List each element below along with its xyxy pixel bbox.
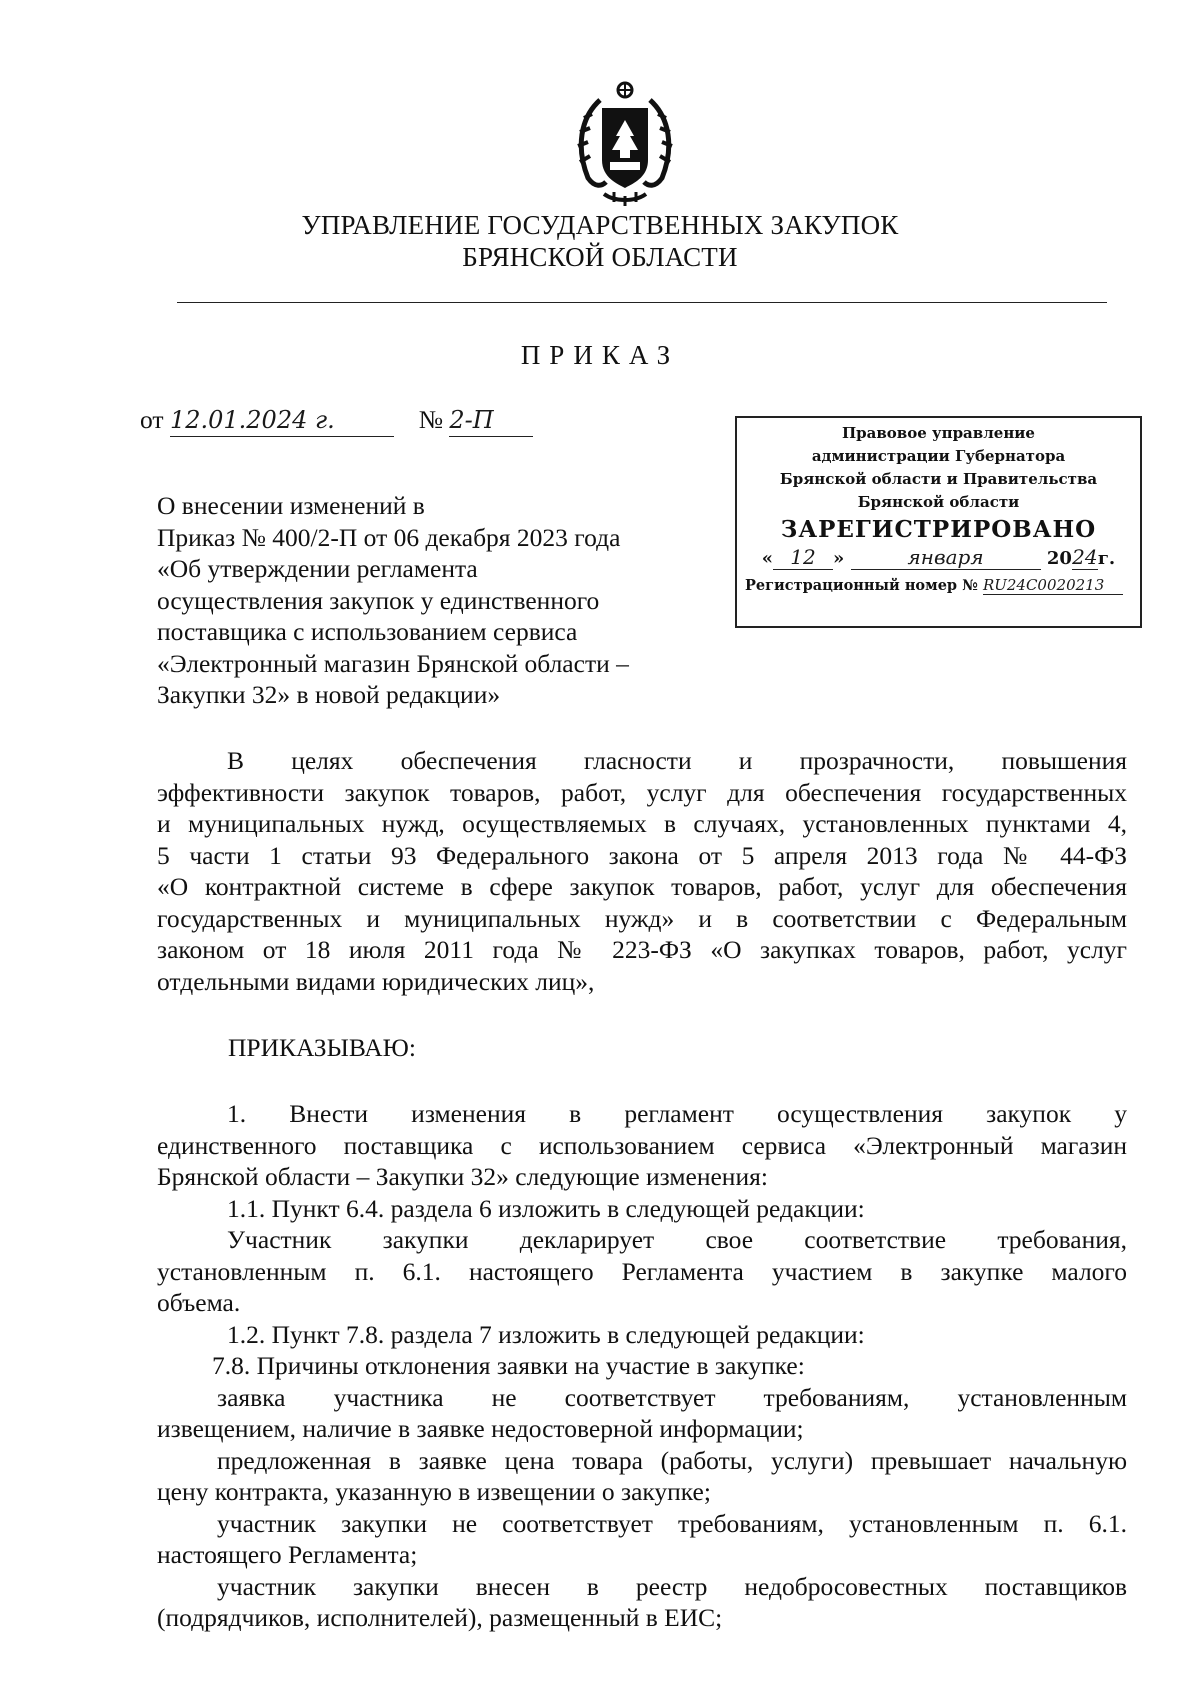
registration-stamp: [735, 416, 1142, 628]
subject-line: «Об утверждении регламента: [157, 554, 478, 583]
preamble-line: «О контрактной системе в сфере закупок товаров, работ, услуг для обеспечения: [157, 872, 1127, 901]
preamble-line: законом от 18 июля 2011 года № 223-ФЗ «О закупках товаров, работ, услуг: [157, 935, 1127, 964]
subject-line: «Электронный магазин Брянской области –: [157, 648, 629, 678]
coat-of-arms-icon: [570, 78, 680, 208]
body-line: предложенная в заявке цена товара (работы, услуги) превышает начальную: [217, 1445, 1127, 1475]
preamble-line: отдельными видами юридических лиц»,: [157, 966, 595, 996]
preamble-line: 5 части 1 статьи 93 Федерального закона от 5 апреля 2013 года № 44-ФЗ: [157, 840, 1127, 870]
preamble-line: государственных и муниципальных нужд» и в соответствии с Федеральным: [157, 903, 1127, 933]
stamp-year: 24: [1072, 545, 1098, 569]
number-value: 2-П: [449, 405, 533, 437]
order-word: ПРИКАЗЫВАЮ:: [228, 1033, 416, 1062]
stamp-reg-number: RU24C0020213: [983, 576, 1123, 595]
body-line: настоящего Регламента;: [157, 1540, 418, 1569]
date-value: 12.01.2024 г.: [170, 405, 394, 437]
body-line: участник закупки не соответствует требованиям, установленным п. 6.1.: [217, 1508, 1127, 1538]
date-prefix: от: [140, 405, 164, 434]
stamp-date: « 12 » января 2024г.: [761, 545, 1116, 569]
subject-block: [157, 490, 717, 711]
body-line: Участник закупки декларирует свое соответствие требования,: [227, 1225, 1127, 1254]
header-rule: [177, 302, 1107, 303]
body-line: (подрядчиков, исполнителей), размещенный в ЕИС;: [157, 1603, 723, 1632]
body-line: 1. Внести изменения в регламент осуществления закупок у: [227, 1099, 1127, 1128]
stamp-status: ЗАРЕГИСТРИРОВАНО: [780, 516, 1097, 543]
stamp-line1: Правовое управление: [842, 424, 1035, 442]
stamp-month: января: [851, 545, 1041, 570]
preamble-line: В целях обеспечения гласности и прозрачности, повышения: [227, 746, 1127, 775]
body-line: заявка участника не соответствует требованиям, установленным: [217, 1382, 1127, 1412]
stamp-reg-line: [737, 576, 1140, 595]
body-line: извещением, наличие в заявке недостоверной информации;: [157, 1414, 804, 1443]
body-line: 7.8. Причины отклонения заявки на участие в закупке:: [212, 1351, 805, 1380]
subject-line: поставщика с использованием сервиса: [157, 617, 578, 646]
body-line: цену контракта, указанную в извещении о закупке;: [157, 1477, 711, 1506]
preamble-line: эффективности закупок товаров, работ, услуг для обеспечения государственных: [157, 777, 1127, 807]
stamp-day: 12: [773, 545, 833, 570]
stamp-line2: администрации Губернатора: [811, 447, 1066, 465]
subject-line: осуществления закупок у единственного: [157, 585, 600, 615]
preamble-line: и муниципальных нужд, осуществляемых в случаях, установленных пунктами 4,: [157, 809, 1127, 838]
date-number-line: [140, 404, 533, 437]
preamble: [157, 745, 1127, 997]
body-line: объема.: [157, 1288, 241, 1317]
stamp-line4: Брянской области: [857, 493, 1020, 511]
org-name-line1: УПРАВЛЕНИЕ ГОСУДАРСТВЕННЫХ ЗАКУПОК: [301, 210, 899, 240]
subject-line: Приказ № 400/2-П от 06 декабря 2023 года: [157, 522, 621, 552]
order-body: [157, 1098, 1127, 1634]
stamp-reg-label: Регистрационный номер №: [745, 577, 978, 594]
body-line: единственного поставщика с использованием сервиса «Электронный магазин: [157, 1130, 1127, 1160]
body-line: установленным п. 6.1. настоящего Регламента участием в закупке малого: [157, 1256, 1127, 1286]
subject-line: Закупки 32» в новой редакции»: [157, 680, 501, 709]
document-title: ПРИКАЗ: [520, 340, 680, 370]
subject-line: О внесении изменений в: [157, 491, 425, 520]
org-name-line2: БРЯНСКОЙ ОБЛАСТИ: [462, 242, 738, 272]
stamp-line3: Брянской области и Правительства: [779, 470, 1098, 488]
body-line: участник закупки внесен в реестр недобросовестных поставщиков: [217, 1571, 1127, 1601]
body-line: 1.2. Пункт 7.8. раздела 7 изложить в следующей редакции:: [227, 1319, 865, 1349]
number-prefix: №: [418, 405, 444, 434]
body-line: 1.1. Пункт 6.4. раздела 6 изложить в следующей редакции:: [227, 1193, 865, 1223]
body-line: Брянской области – Закупки 32» следующие изменения:: [157, 1162, 768, 1191]
